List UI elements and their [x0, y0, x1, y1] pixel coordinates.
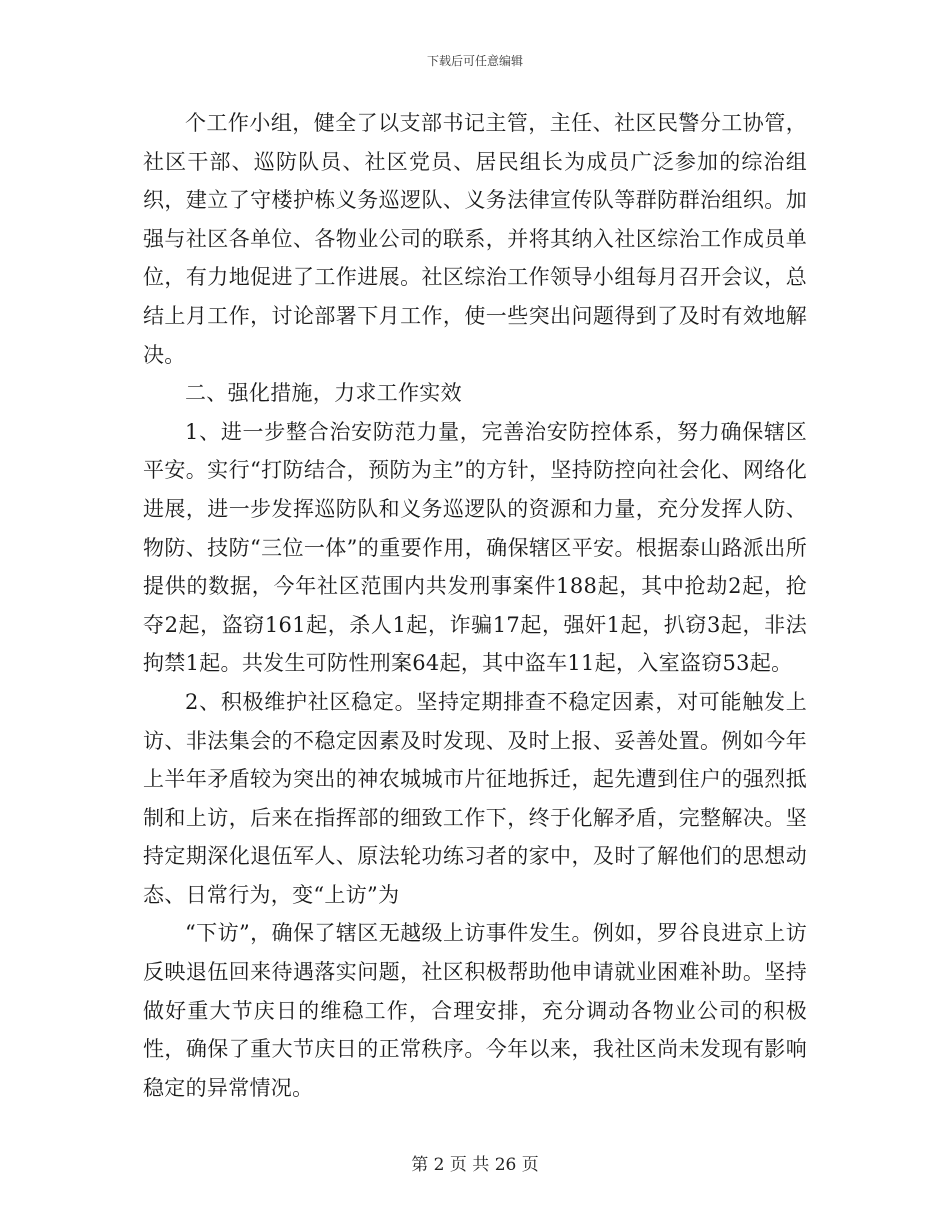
- paragraph-security-force: 1、进一步整合治安防范力量，完善治安防控体系，努力确保辖区平安。实行“打防结合，预防为主”的方针，坚持防控向社会化、网络化进展，进一步发挥巡防队和义务巡逻队的资源和力量，充分发挥人防、物防、技防“三位一体”的重要作用，确保辖区平安。根据泰山路派出所提供的数据，今年社区范围内共发刑事案件188起，其中抢劫2起，抢夺2起，盗窃161起，杀人1起，诈骗17起，强奸1起，扒窃3起，非法拘禁1起。共发生可防性刑案64起，其中盗车11起，入室盗窃53起。: [143, 419, 807, 676]
- paragraph-organization: 个工作小组，健全了以支部书记主管，主任、社区民警分工协管，社区干部、巡防队员、社区党员、居民组长为成员广泛参加的综治组织，建立了守楼护栋义务巡逻队、义务法律宣传队等群防群治组织。加强与社区各单位、各物业公司的联系，并将其纳入社区综治工作成员单位，有力地促进了工作进展。社区综治工作领导小组每月召开会议，总结上月工作，讨论部署下月工作，使一些突出问题得到了及时有效地解决。: [143, 111, 807, 367]
- section-heading-measures: 二、强化措施，力求工作实效: [185, 381, 462, 406]
- document-body: [143, 104, 807, 1107]
- page-number-footer: 第 2 页 共 26 页: [411, 1155, 539, 1175]
- paragraph-stability: 2、积极维护社区稳定。坚持定期排查不稳定因素，对可能触发上访、非法集会的不稳定因素及时发现、及时上报、妥善处置。例如今年上半年矛盾较为突出的神农城城市片征地拆迁，起先遭到住户的强烈抵制和上访，后来在指挥部的细致工作下，终于化解矛盾，完整解决。坚持定期深化退伍军人、原法轮功练习者的家中，及时了解他们的思想动态、日常行为，变“上访”为: [143, 689, 807, 907]
- header-note: 下载后可任意编辑: [426, 54, 523, 68]
- paragraph-visit: “下访”，确保了辖区无越级上访事件发生。例如，罗谷良进京上访反映退伍回来待遇落实问题，社区积极帮助他申请就业困难补助。坚持做好重大节庆日的维稳工作，合理安排，充分调动各物业公司的积极性，确保了重大节庆日的正常秩序。今年以来，我社区尚未发现有影响稳定的异常情况。: [143, 921, 807, 1100]
